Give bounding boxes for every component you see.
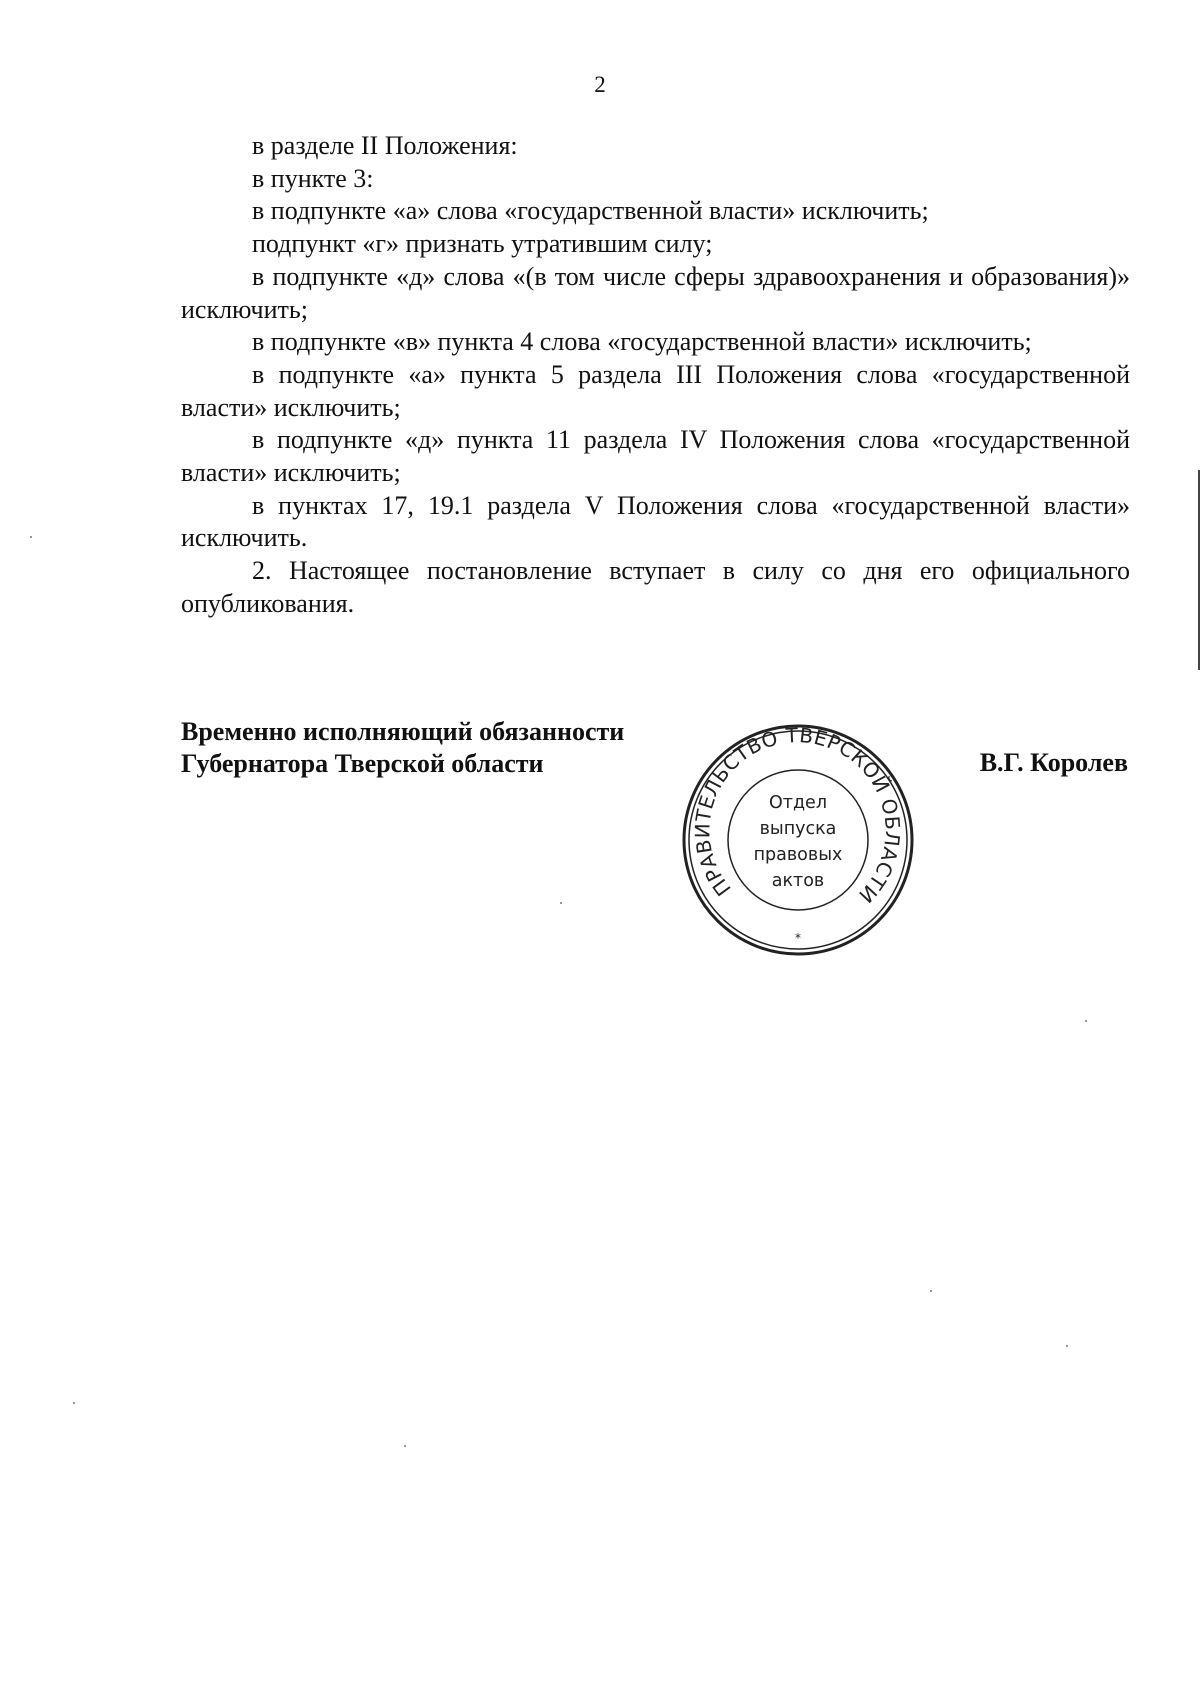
scan-speck (73, 1402, 75, 1404)
paragraph: в подпункте «а» пункта 5 раздела III Положения слова «государственной власти» исключить; (181, 359, 1130, 422)
paragraph: в пункте 3: (252, 163, 374, 193)
paragraph: 2. Настоящее постановление вступает в силу со дня его официального опубликования. (181, 556, 1130, 618)
paragraph: в пунктах 17, 19.1 раздела V Положения слова «государственной власти» исключить. (181, 490, 1130, 553)
paragraph: в подпункте «а» слова «государственной власти» исключить; (252, 196, 929, 226)
paragraph: в подпункте «в» пункта 4 слова «государственной власти» исключить; (252, 327, 1032, 357)
stamp-inner-text: актов (771, 871, 825, 891)
paragraph: подпункт «г» признать утратившим силу; (252, 229, 713, 259)
signer-name: В.Г. Королев (979, 748, 1128, 777)
scan-speck (930, 1290, 932, 1292)
scan-speck (1066, 1345, 1068, 1347)
scan-speck (1085, 1020, 1087, 1022)
paragraph: в подпункте «д» пункта 11 раздела IV Положения слова «государственной власти» исключить; (181, 425, 1130, 488)
official-stamp (678, 722, 918, 958)
page-number: 2 (594, 72, 606, 97)
scan-speck (30, 536, 32, 538)
signatory-title-line: Временно исполняющий обязанности (181, 717, 625, 746)
paragraph: в разделе II Положения: (252, 131, 518, 160)
paragraph: в подпункте «д» слова «(в том числе сферы здравоохранения и образования)» исключить; (181, 261, 1130, 324)
scan-speck (560, 902, 562, 904)
scan-speck (404, 1445, 406, 1447)
stamp-ring-text-path: ПРАВИТЕЛЬСТВО ТВЕРСКОЙ ОБЛАСТИ (690, 722, 905, 910)
stamp-inner-text: выпуска (759, 819, 837, 839)
signatory-title (181, 716, 624, 780)
stamp-inner-text: правовых (753, 845, 843, 865)
stamp-graphic (678, 722, 918, 958)
document-body (181, 130, 1130, 621)
stamp-inner-text: Отдел (768, 793, 828, 813)
signatory-title-line: Губернатора Тверской области (181, 749, 544, 778)
stamp-star-icon: * (795, 931, 801, 945)
